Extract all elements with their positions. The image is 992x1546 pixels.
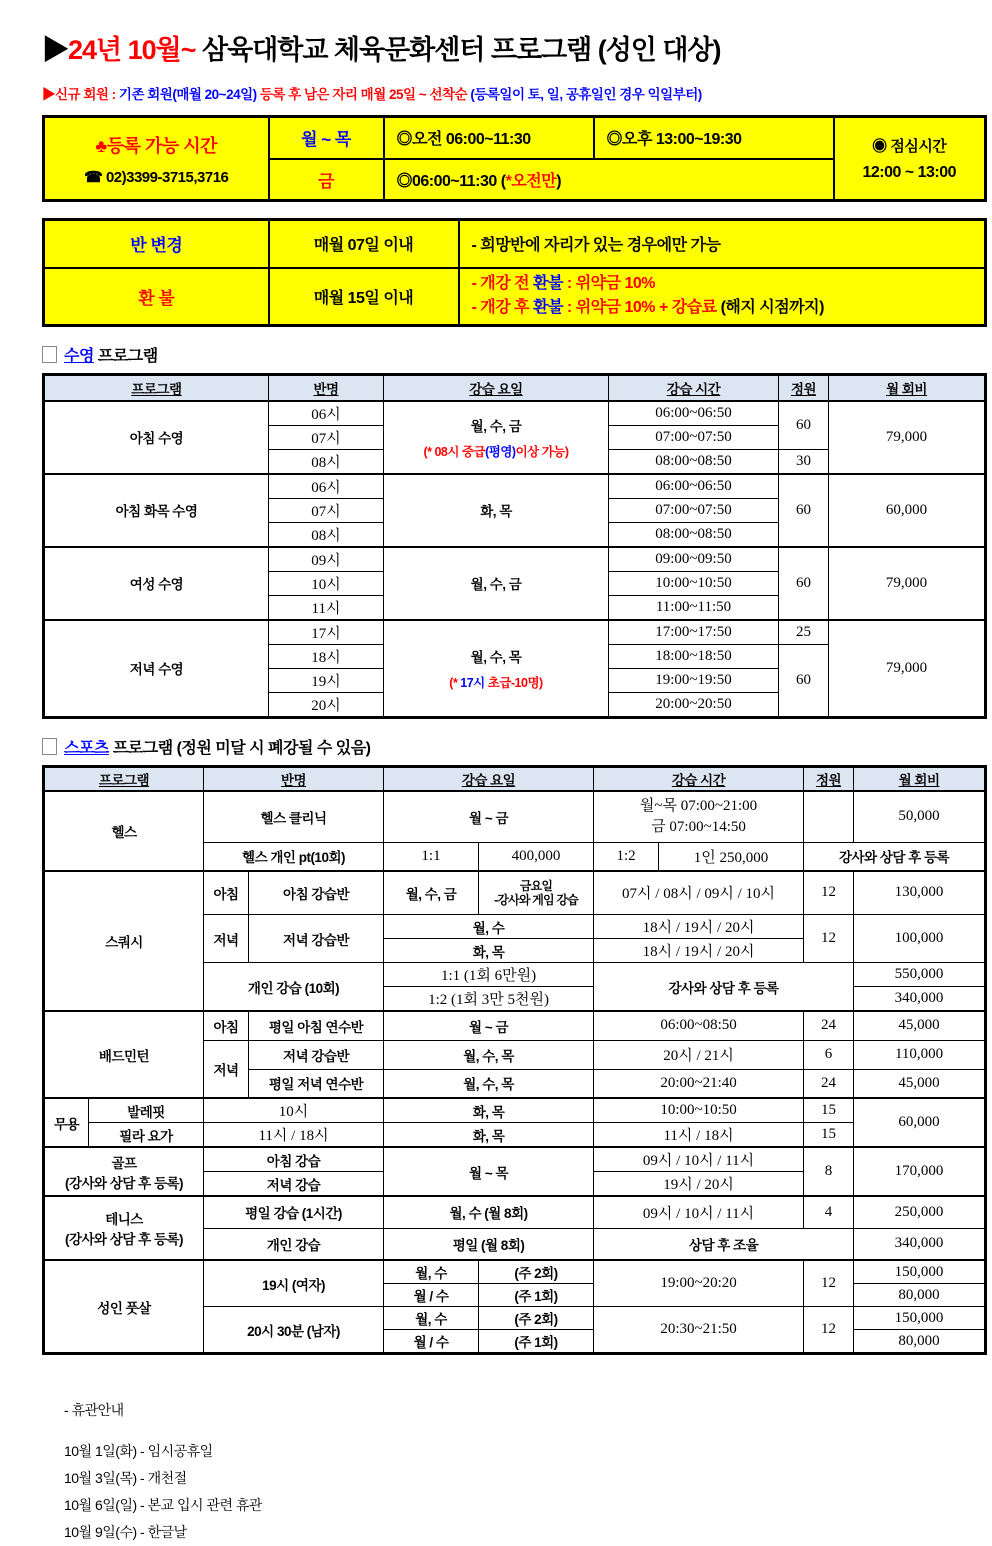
cell-fee: 79,000 — [829, 547, 986, 620]
table-row — [44, 1123, 986, 1148]
cell-time: 09시 / 10시 / 11시 — [594, 1196, 804, 1228]
cell-class: 개인 강습 (10회) — [204, 963, 384, 1012]
cell-capacity: 8 — [804, 1147, 854, 1196]
refund-after-line: - 개강 후 환불 : 위약금 10% + 강습료 (해지 시점까지) — [471, 299, 824, 317]
cell-capacity: 60 — [779, 474, 829, 547]
cell-capacity: 15 — [804, 1123, 854, 1148]
cell-class: 필라 요가 — [89, 1123, 204, 1148]
cell-capacity: 60 — [779, 547, 829, 620]
cell-capacity: 30 — [779, 449, 829, 474]
cell-class: 18시 — [269, 644, 384, 668]
cell-time: 08:00~08:50 — [609, 449, 779, 474]
cell-frequency: (주 2회) — [479, 1260, 594, 1284]
table-header-row — [44, 766, 986, 791]
col-capacity: 정원 — [779, 375, 829, 401]
cell-class: 아침 강습 — [204, 1147, 384, 1172]
cell-class: 헬스 개인 pt(10회) — [204, 843, 384, 871]
refund-before-line: - 개강 전 환불 : 위약금 10% — [471, 275, 656, 293]
cell-class: 11시 — [269, 595, 384, 620]
registration-label: ♣등록 가능 시간 — [95, 135, 218, 156]
cell-time: 10:00~10:50 — [609, 571, 779, 595]
cell-class: 개인 강습 — [204, 1228, 384, 1260]
cell-class: 06시 — [269, 401, 384, 426]
cell-fee: 170,000 — [854, 1147, 986, 1196]
closure-line: 10월 3일(목) - 개천절 — [64, 1470, 187, 1486]
cell-frequency: (주 1회) — [479, 1284, 594, 1307]
col-capacity: 정원 — [804, 766, 854, 791]
cell-capacity: 24 — [804, 1069, 854, 1098]
cell-class: 20시 30분 (남자) — [204, 1307, 384, 1354]
table-row — [44, 268, 986, 326]
col-program: 프로그램 — [44, 375, 269, 401]
sports-section-title — [42, 735, 984, 758]
cell-fee: 79,000 — [829, 401, 986, 474]
cell-ratio: 1:1 (1회 6만원) — [384, 963, 594, 987]
cell-tag: 저녁 — [204, 915, 249, 963]
cell-days: 월, 수 — [384, 915, 594, 939]
cell-class: 평일 강습 (1시간) — [204, 1196, 384, 1228]
cell-program: 배드민턴 — [44, 1011, 204, 1098]
title-text: 삼육대학교 체육문화센터 프로그램 (성인 대상) — [195, 35, 721, 65]
cell-fee: 130,000 — [854, 871, 986, 915]
cell-class: 저녁 강습반 — [249, 1040, 384, 1069]
table-row — [44, 1147, 986, 1172]
checkbox-icon — [42, 346, 57, 363]
cell-fee: 150,000 — [854, 1260, 986, 1284]
cell-class: 발레핏 — [89, 1098, 204, 1123]
cell-slot: 10시 — [204, 1098, 384, 1123]
cell-refund-period: 매월 15일 이내 — [269, 268, 459, 326]
cell-tag: 저녁 — [204, 1040, 249, 1098]
cell-time: 월~목 07:00~21:00 금 07:00~14:50 — [594, 791, 804, 843]
table-row — [44, 871, 986, 915]
cell-program: 무용 — [44, 1098, 89, 1147]
cell-program: 골프 (강사와 상담 후 등록) — [44, 1147, 204, 1196]
table-row — [44, 117, 986, 159]
cell-program: 아침 화목 수영 — [44, 474, 269, 547]
cell-fee: 400,000 — [479, 843, 594, 871]
sports-table — [42, 765, 987, 1356]
swim-morning-note: (* 08시 중급(평영)이상 가능) — [423, 444, 569, 459]
cell-capacity: 12 — [804, 1307, 854, 1354]
cell-fee: 45,000 — [854, 1069, 986, 1098]
cell-class: 09시 — [269, 547, 384, 572]
cell-time: 20:30~21:50 — [594, 1307, 804, 1354]
cell-days: 월 ~ 금 — [384, 791, 594, 843]
table-row — [44, 401, 986, 426]
cell-pm-hours: ◎오후 13:00~19:30 — [594, 117, 834, 159]
cell-days: 화, 목 — [384, 1123, 594, 1148]
cell-capacity: 60 — [779, 644, 829, 717]
cell-change-period: 매월 07일 이내 — [269, 220, 459, 268]
cell-program: 헬스 — [44, 791, 204, 871]
cell-capacity: 12 — [804, 1260, 854, 1307]
cell-time: 19:00~20:20 — [594, 1260, 804, 1307]
cell-fee: 60,000 — [829, 474, 986, 547]
cell-class: 17시 — [269, 620, 384, 645]
phone-number: ☎ 02)3399-3715,3716 — [84, 168, 229, 186]
cell-time: 07시 / 08시 / 09시 / 10시 — [594, 871, 804, 915]
cell-capacity: 6 — [804, 1040, 854, 1069]
cell-time: 06:00~08:50 — [594, 1011, 804, 1040]
cell-capacity: 24 — [804, 1011, 854, 1040]
col-fee: 월 회비 — [829, 375, 986, 401]
cell-friday: 금 — [269, 159, 384, 201]
cell-ratio: 1:2 (1회 3만 5천원) — [384, 987, 594, 1012]
cell-ratio: 1:2 — [594, 843, 659, 871]
lunch-label: ◉ 점심시간 — [872, 138, 947, 155]
cell-fee: 340,000 — [854, 1228, 986, 1260]
new-member-notice — [42, 83, 984, 103]
cell-fee: 80,000 — [854, 1330, 986, 1354]
cell-frequency: (주 2회) — [479, 1307, 594, 1330]
cell-time: 20:00~20:50 — [609, 692, 779, 717]
cell-class: 08시 — [269, 522, 384, 547]
title-date: 24년 10월~ — [68, 35, 196, 65]
cell-class: 06시 — [269, 474, 384, 499]
cell-refund: 환 불 — [44, 268, 269, 326]
table-row — [44, 1260, 986, 1284]
cell-days: 월, 수, 금 — [384, 871, 479, 915]
cell-days: 월 ~ 금 — [384, 1011, 594, 1040]
cell-am-hours: ◎오전 06:00~11:30 — [384, 117, 594, 159]
cell-time: 18시 / 19시 / 20시 — [594, 939, 804, 963]
cell-program: 성인 풋살 — [44, 1260, 204, 1354]
cell-refund-desc — [459, 268, 986, 326]
swim-evening-note: (* 17시 초급-10명) — [449, 675, 543, 690]
lunch-time: 12:00 ~ 13:00 — [862, 164, 957, 181]
cell-time: 07:00~07:50 — [609, 425, 779, 449]
cell-capacity: 15 — [804, 1098, 854, 1123]
cell-registration-label — [44, 117, 269, 201]
cell-time: 19시 / 20시 — [594, 1172, 804, 1197]
cell-time: 11시 / 18시 — [594, 1123, 804, 1148]
cell-class: 아침 강습반 — [249, 871, 384, 915]
cell-time: 07:00~07:50 — [609, 498, 779, 522]
cell-class: 저녁 강습 — [204, 1172, 384, 1197]
cell-fee: 100,000 — [854, 915, 986, 963]
cell-capacity: 60 — [779, 401, 829, 450]
cell-class: 10시 — [269, 571, 384, 595]
cell-class: 07시 — [269, 425, 384, 449]
cell-class: 19시 (여자) — [204, 1260, 384, 1307]
cell-days: 화, 목 — [384, 474, 609, 547]
cell-fee: 1인 250,000 — [659, 843, 804, 871]
cell-time: 11:00~11:50 — [609, 595, 779, 620]
cell-program: 아침 수영 — [44, 401, 269, 474]
cell-time: 08:00~08:50 — [609, 522, 779, 547]
cell-fee: 110,000 — [854, 1040, 986, 1069]
cell-fee: 150,000 — [854, 1307, 986, 1330]
cell-time: 10:00~10:50 — [594, 1098, 804, 1123]
cell-time: 19:00~19:50 — [609, 668, 779, 692]
cell-days: 화, 목 — [384, 1098, 594, 1123]
sports-title-rest: 프로그램 (정원 미달 시 폐강될 수 있음) — [112, 739, 371, 757]
swim-table — [42, 373, 987, 719]
cell-capacity: 12 — [804, 871, 854, 915]
cell-days: 금요일 -강사와 게임 강습 — [479, 871, 594, 915]
cell-tag: 아침 — [204, 1011, 249, 1040]
cell-days: 월, 수 (월 8회) — [384, 1196, 594, 1228]
cell-slot: 11시 / 18시 — [204, 1123, 384, 1148]
cell-lunch — [834, 117, 986, 201]
cell-days: 화, 목 — [384, 939, 594, 963]
notice-existing: 기존 회원(매월 20~24일) — [118, 87, 257, 102]
closure-notes — [42, 1397, 984, 1546]
cell-time: 17:00~17:50 — [609, 620, 779, 645]
table-row — [44, 1011, 986, 1040]
cell-capacity: 4 — [804, 1196, 854, 1228]
swim-title-word: 수영 — [64, 348, 94, 365]
title-arrow-icon: ▶ — [42, 35, 68, 65]
cell-class: 20시 — [269, 692, 384, 717]
col-class: 반명 — [204, 766, 384, 791]
col-time: 강습 시간 — [609, 375, 779, 401]
cell-time: 20시 / 21시 — [594, 1040, 804, 1069]
cell-days: 월 / 수 — [384, 1284, 479, 1307]
table-row — [44, 547, 986, 572]
col-fee: 월 회비 — [854, 766, 986, 791]
cell-days: 월, 수, 목 (* 17시 초급-10명) — [384, 620, 609, 718]
cell-days: 월, 수, 목 — [384, 1040, 594, 1069]
closure-title: - 휴관안내 — [64, 1402, 124, 1418]
cell-fee: 550,000 — [854, 963, 986, 987]
swim-section-title — [42, 343, 984, 366]
col-time: 강습 시간 — [594, 766, 804, 791]
col-class: 반명 — [269, 375, 384, 401]
cell-capacity: 25 — [779, 620, 829, 645]
registration-hours-table — [42, 115, 987, 202]
col-days: 강습 요일 — [384, 375, 609, 401]
cell-capacity: 12 — [804, 915, 854, 963]
cell-time: 09시 / 10시 / 11시 — [594, 1147, 804, 1172]
table-row — [44, 1098, 986, 1123]
cell-fee: 250,000 — [854, 1196, 986, 1228]
cell-days: 월, 수, 목 — [384, 1069, 594, 1098]
cell-days: 월 ~ 목 — [384, 1147, 594, 1196]
cell-class: 저녁 강습반 — [249, 915, 384, 963]
notice-holiday: (등록일이 토, 일, 공휴일인 경우 익일부터) — [470, 87, 702, 102]
cell-class: 평일 저녁 연수반 — [249, 1069, 384, 1098]
col-program: 프로그램 — [44, 766, 204, 791]
col-days: 강습 요일 — [384, 766, 594, 791]
friday-hours-close: ) — [556, 172, 562, 190]
cell-time: 18:00~18:50 — [609, 644, 779, 668]
cell-program: 테니스 (강사와 상담 후 등록) — [44, 1196, 204, 1260]
cell-class: 헬스 클리닉 — [204, 791, 384, 843]
cell-class-change: 반 변경 — [44, 220, 269, 268]
table-row — [44, 1196, 986, 1228]
cell-capacity — [804, 791, 854, 843]
friday-hours: ◎06:00~11:30 ( — [396, 172, 506, 190]
swim-title-rest: 프로그램 — [97, 348, 158, 365]
cell-fee: 80,000 — [854, 1284, 986, 1307]
cell-class: 19시 — [269, 668, 384, 692]
cell-program: 여성 수영 — [44, 547, 269, 620]
cell-fee: 45,000 — [854, 1011, 986, 1040]
cell-days: 월, 수 — [384, 1307, 479, 1330]
table-row — [44, 220, 986, 268]
policy-table — [42, 218, 987, 327]
cell-days: 월, 수 — [384, 1260, 479, 1284]
cell-frequency: (주 1회) — [479, 1330, 594, 1354]
cell-fee: 60,000 — [854, 1098, 986, 1147]
notice-firstcome: 등록 후 남은 자리 매월 25일 ~ 선착순 — [256, 87, 471, 102]
page-title — [42, 28, 984, 67]
sports-title-word: 스포츠 — [64, 739, 109, 757]
cell-friday-hours — [384, 159, 834, 201]
checkbox-icon — [42, 738, 57, 755]
cell-class: 07시 — [269, 498, 384, 522]
cell-note: 강사와 상담 후 등록 — [594, 963, 854, 1012]
cell-program: 저녁 수영 — [44, 620, 269, 718]
cell-change-desc: - 희망반에 자리가 있는 경우에만 가능 — [459, 220, 986, 268]
cell-days: 월, 수, 금 — [384, 547, 609, 620]
cell-time: 06:00~06:50 — [609, 474, 779, 499]
table-row — [44, 791, 986, 843]
cell-tag: 아침 — [204, 871, 249, 915]
notice-lead: ▶신규 회원 : — [42, 87, 119, 102]
cell-class: 08시 — [269, 449, 384, 474]
cell-time: 09:00~09:50 — [609, 547, 779, 572]
cell-fee: 340,000 — [854, 987, 986, 1012]
cell-mon-thu: 월 ~ 목 — [269, 117, 384, 159]
table-row — [44, 620, 986, 645]
cell-note: 강사와 상담 후 등록 — [804, 843, 986, 871]
closure-line: 10월 6일(일) - 본교 입시 관련 휴관 — [64, 1497, 262, 1513]
cell-time: 20:00~21:40 — [594, 1069, 804, 1098]
friday-am-only: *오전만 — [505, 172, 557, 190]
cell-fee: 79,000 — [829, 620, 986, 718]
closure-line: 10월 1일(화) - 임시공휴일 — [64, 1443, 213, 1459]
cell-class: 평일 아침 연수반 — [249, 1011, 384, 1040]
cell-days: 월, 수, 금 (* 08시 중급(평영)이상 가능) — [384, 401, 609, 474]
cell-ratio: 1:1 — [384, 843, 479, 871]
table-header-row — [44, 375, 986, 401]
cell-days: 평일 (월 8회) — [384, 1228, 594, 1260]
closure-line: 10월 9일(수) - 한글날 — [64, 1524, 187, 1540]
cell-note: 상담 후 조율 — [594, 1228, 854, 1260]
cell-time: 18시 / 19시 / 20시 — [594, 915, 804, 939]
cell-fee: 50,000 — [854, 791, 986, 843]
cell-program: 스쿼시 — [44, 871, 204, 1012]
cell-time: 06:00~06:50 — [609, 401, 779, 426]
table-row — [44, 474, 986, 499]
cell-days: 월 / 수 — [384, 1330, 479, 1354]
